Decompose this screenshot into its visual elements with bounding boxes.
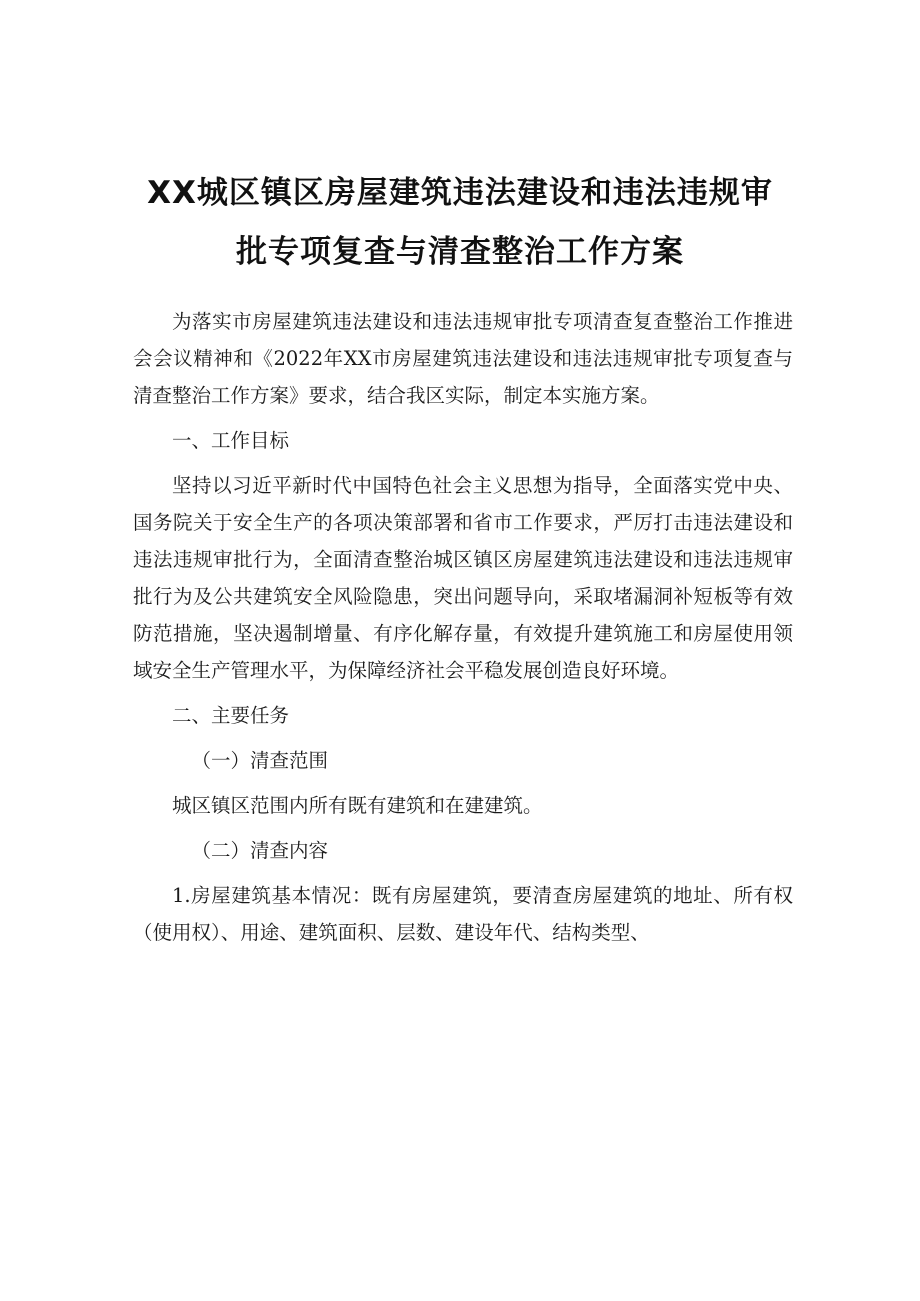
document-body — [133, 303, 793, 951]
section-heading-goals: 一、工作目标 — [172, 429, 290, 452]
document-title-line-2: 批专项复查与清查整治工作方案 — [236, 234, 684, 270]
section-heading-tasks: 二、主要任务 — [172, 704, 290, 727]
document-title-line-1: XX城区镇区房屋建筑违法建设和违法违规审 — [147, 175, 773, 211]
goals-paragraph: 坚持以习近平新时代中国特色社会主义思想为指导，全面落实党中央、国务院关于安全生产的各项决策部署和省市工作要求，严厉打击违法建设和违法违规审批行为，全面清查整治城区镇区房屋建筑违法建设和违法违规审批行为及公共建筑安全风险隐患，突出问题导向，采取堵漏洞补短板等有效防范措施，坚决遏制增量、有序化解存量，有效提升建筑施工和房屋使用领域安全生产管理水平，为保障经济社会平稳发展创造良好环境。 — [133, 474, 793, 682]
intro-paragraph: 为落实市房屋建筑违法建设和违法违规审批专项清查复查整治工作推进会会议精神和《2022年XX市房屋建筑违法建设和违法违规审批专项复查与清查整治工作方案》要求，结合我区实际，制定本实施方案。 — [133, 310, 793, 407]
content-item-1: 1.房屋建筑基本情况：既有房屋建筑，要清查房屋建筑的地址、所有权（使用权）、用途、建筑面积、层数、建设年代、结构类型、 — [133, 884, 793, 944]
subsection-heading-content: （二）清查内容 — [191, 839, 329, 862]
subsection-heading-scope: （一）清查范围 — [191, 749, 329, 772]
scope-paragraph: 城区镇区范围内所有既有建筑和在建建筑。 — [172, 794, 543, 817]
